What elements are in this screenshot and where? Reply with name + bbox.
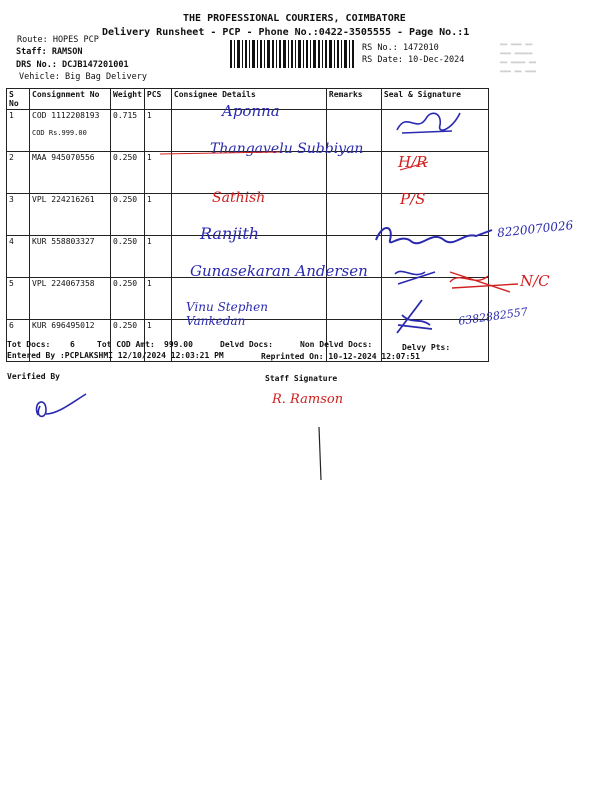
entered-by: Entered By :PCPLAKSHMI 12/10/2024 12:03:21 PM <box>7 351 224 360</box>
cell-sno: 1 <box>7 110 30 152</box>
consignment-number: COD 1112208193 <box>32 111 100 120</box>
handwritten-consignee: Aponna <box>222 102 280 120</box>
signature-icon <box>390 262 525 297</box>
cell-weight: 0.250 <box>111 236 145 278</box>
remark-hr: H/R <box>398 153 428 171</box>
company-title: THE PROFESSIONAL COURIERS, COIMBATORE <box>183 13 406 24</box>
cell-consignment: KUR 696495012 <box>30 320 111 362</box>
tot-cod-value: 999.00 <box>164 340 193 349</box>
cell-pcs: 1 <box>144 194 171 236</box>
delvy-pts-label: Delvy Pts: <box>402 343 451 352</box>
cell-weight: 0.250 <box>111 152 145 194</box>
staff-signature-label: Staff Signature <box>265 374 338 383</box>
rs-number: RS No.: 1472010 <box>362 43 439 53</box>
vehicle-label: Vehicle: Big Bag Delivery <box>19 72 147 82</box>
remark-ps: P/S <box>400 190 426 208</box>
route-label: Route: HOPES PCP <box>17 35 99 45</box>
cell-consignment: MAA 945070556 <box>30 152 111 194</box>
pen-stroke <box>315 425 325 485</box>
col-pcs: PCS <box>144 89 171 110</box>
cell-consignment <box>30 110 111 152</box>
rs-date: RS Date: 10-Dec-2024 <box>362 55 465 65</box>
phone-number: 8220070026 <box>496 218 574 240</box>
cell-pcs: 1 <box>144 152 171 194</box>
verifier-signature-icon <box>28 390 93 425</box>
col-consignment: Consignment No <box>30 89 111 110</box>
cell-sno: 3 <box>7 194 30 236</box>
cod-amount: COD Rs.999.00 <box>32 129 87 137</box>
cell-consignment: KUR 558803327 <box>30 236 111 278</box>
handwritten-consignee: Gunasekaran Andersen <box>190 262 368 280</box>
runsheet-title: Delivery Runsheet - PCP - Phone No.:0422-3505555 - Page No.:1 <box>102 27 470 38</box>
cell-pcs: 1 <box>144 236 171 278</box>
staff-label: Staff: RAMSON <box>16 47 83 57</box>
cell-consignment: VPL 224216261 <box>30 194 111 236</box>
cell-pcs: 1 <box>144 110 171 152</box>
cell-pcs: 1 <box>144 320 171 362</box>
drs-number: DRS No.: DCJB147201001 <box>16 60 129 70</box>
tot-docs-label: Tot Docs: <box>7 340 51 349</box>
cell-weight: 0.250 <box>111 320 145 362</box>
cell-remarks <box>326 278 381 320</box>
phone-number: 6382882557 <box>457 305 529 328</box>
cell-sno: 4 <box>7 236 30 278</box>
signature-icon <box>392 295 437 340</box>
delvd-docs-label: Delvd Docs: <box>220 340 273 349</box>
signature-icon <box>372 222 502 252</box>
cell-sno: 2 <box>7 152 30 194</box>
handwritten-consignee: Vinu Stephen Vankedan <box>186 300 268 328</box>
handwritten-consignee: Ranjith <box>200 224 260 243</box>
tot-cod-label: Tot COD Amt: <box>97 340 155 349</box>
reprinted-on: Reprinted On: 10-12-2024 12:07:51 <box>261 352 420 361</box>
cell-pcs: 1 <box>144 278 171 320</box>
cell-weight: 0.250 <box>111 278 145 320</box>
col-signature: Seal & Signature <box>381 89 488 110</box>
cell-weight: 0.715 <box>111 110 145 152</box>
non-delvd-docs-label: Non Delvd Docs: <box>300 340 373 349</box>
barcode <box>230 40 355 68</box>
staff-signed-name: R. Ramson <box>272 392 344 407</box>
handwritten-consignee: Sathish <box>212 190 266 206</box>
remark-nc: N/C <box>520 272 550 290</box>
cell-weight: 0.250 <box>111 194 145 236</box>
handwritten-consignee: Thangavelu Subbiyan <box>210 141 364 157</box>
red-strike-line <box>160 142 430 177</box>
cell-sno: 5 <box>7 278 30 320</box>
bleed-through-text: ▬▬ ▬▬▬ ▬▬ ▬▬▬ ▬▬▬▬▬ ▬▬ ▬▬▬▬ ▬▬ ▬▬▬ ▬▬ ▬▬▬ <box>500 41 537 75</box>
verified-by-label: Verified By <box>7 372 60 381</box>
cell-sno: 6 <box>7 320 30 362</box>
signature-icon <box>392 105 467 140</box>
col-weight: Weight <box>111 89 145 110</box>
col-sno: S No <box>7 89 30 110</box>
col-consignee: Consignee Details <box>171 89 326 110</box>
tot-docs-value: 6 <box>70 340 75 349</box>
cell-consignment: VPL 224067358 <box>30 278 111 320</box>
col-remarks: Remarks <box>326 89 381 110</box>
